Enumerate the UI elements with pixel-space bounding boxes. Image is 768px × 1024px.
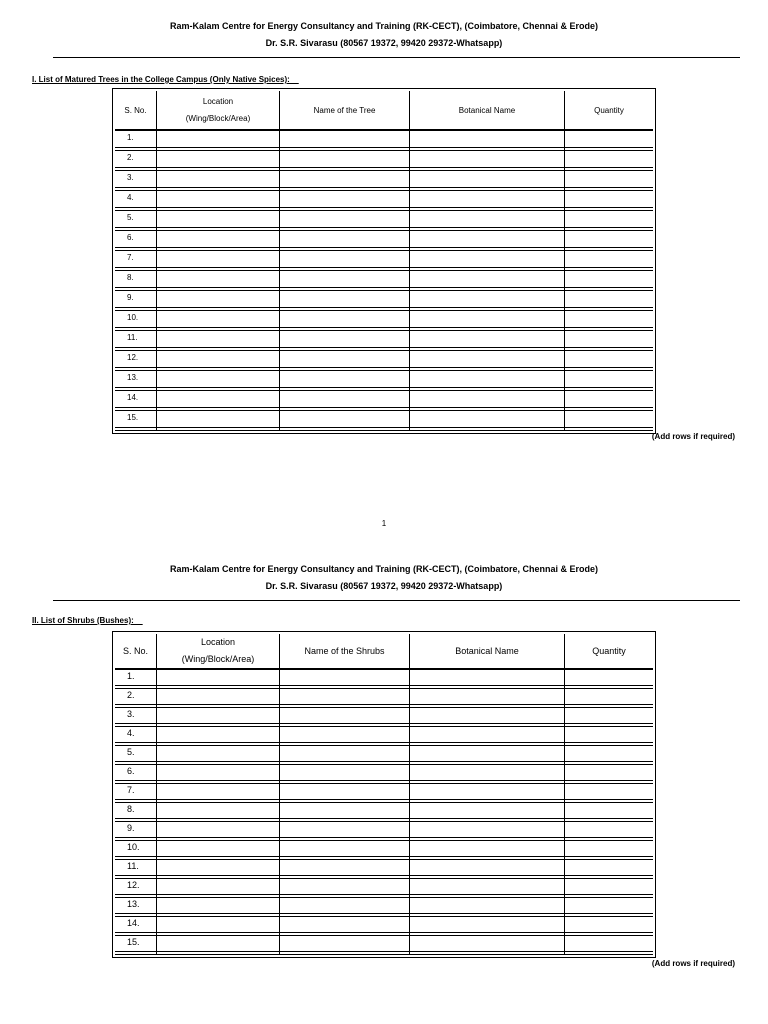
table-row — [115, 411, 653, 431]
cell-location[interactable] — [156, 898, 279, 917]
table-row — [115, 784, 653, 803]
cell-quantity[interactable] — [564, 291, 653, 311]
cell-botanical[interactable] — [409, 822, 564, 841]
cell-botanical[interactable] — [409, 171, 564, 191]
cell-location[interactable] — [156, 765, 279, 784]
cell-sno: 6. — [115, 765, 156, 784]
cell-name[interactable] — [279, 841, 409, 860]
cell-name[interactable] — [279, 231, 409, 251]
cell-name[interactable] — [279, 211, 409, 231]
cell-quantity[interactable] — [564, 231, 653, 251]
cell-sno: 14. — [115, 391, 156, 411]
col-location-label: Location — [200, 637, 236, 647]
table-row — [115, 765, 653, 784]
cell-name[interactable] — [279, 917, 409, 936]
col-sno: S. No. — [115, 91, 156, 131]
cell-quantity[interactable] — [564, 151, 653, 171]
cell-quantity[interactable] — [564, 860, 653, 879]
cell-name[interactable] — [279, 898, 409, 917]
cell-quantity[interactable] — [564, 311, 653, 331]
cell-name[interactable] — [279, 151, 409, 171]
table-header-row — [115, 634, 653, 670]
cell-location[interactable] — [156, 311, 279, 331]
cell-location[interactable] — [156, 822, 279, 841]
cell-location[interactable] — [156, 191, 279, 211]
cell-sno: 7. — [115, 251, 156, 271]
cell-quantity[interactable] — [564, 211, 653, 231]
cell-sno: 15. — [115, 936, 156, 955]
table-row — [115, 191, 653, 211]
col-location-sub: (Wing/Block/Area) — [185, 114, 251, 123]
cell-location[interactable] — [156, 211, 279, 231]
cell-location[interactable] — [156, 784, 279, 803]
table-row — [115, 898, 653, 917]
cell-sno: 5. — [115, 746, 156, 765]
cell-botanical[interactable] — [409, 746, 564, 765]
cell-botanical[interactable] — [409, 803, 564, 822]
cell-name[interactable] — [279, 351, 409, 371]
cell-sno: 3. — [115, 171, 156, 191]
cell-botanical[interactable] — [409, 371, 564, 391]
cell-name[interactable] — [279, 371, 409, 391]
cell-quantity[interactable] — [564, 171, 653, 191]
cell-name[interactable] — [279, 131, 409, 151]
cell-sno: 8. — [115, 271, 156, 291]
cell-location[interactable] — [156, 746, 279, 765]
cell-quantity[interactable] — [564, 803, 653, 822]
col-sno: S. No. — [115, 634, 156, 670]
cell-sno: 12. — [115, 879, 156, 898]
cell-botanical[interactable] — [409, 670, 564, 689]
cell-name[interactable] — [279, 822, 409, 841]
cell-botanical[interactable] — [409, 784, 564, 803]
cell-sno: 9. — [115, 291, 156, 311]
table-row — [115, 746, 653, 765]
cell-name[interactable] — [279, 251, 409, 271]
col-shrub-name: Name of the Shrubs — [279, 634, 409, 670]
col-botanical-name: Botanical Name — [409, 634, 564, 670]
cell-location[interactable] — [156, 689, 279, 708]
cell-name[interactable] — [279, 708, 409, 727]
section2-title: II. List of Shrubs (Bushes): — [32, 616, 143, 625]
col-location — [156, 634, 279, 670]
cell-botanical[interactable] — [409, 231, 564, 251]
cell-botanical[interactable] — [409, 391, 564, 411]
cell-quantity[interactable] — [564, 822, 653, 841]
cell-botanical[interactable] — [409, 765, 564, 784]
cell-location[interactable] — [156, 251, 279, 271]
cell-botanical[interactable] — [409, 708, 564, 727]
cell-location[interactable] — [156, 879, 279, 898]
cell-botanical[interactable] — [409, 131, 564, 151]
cell-quantity[interactable] — [564, 391, 653, 411]
cell-name[interactable] — [279, 311, 409, 331]
table-row — [115, 131, 653, 151]
cell-location[interactable] — [156, 171, 279, 191]
table-row — [115, 291, 653, 311]
cell-botanical[interactable] — [409, 411, 564, 431]
cell-quantity[interactable] — [564, 670, 653, 689]
cell-quantity[interactable] — [564, 331, 653, 351]
cell-location[interactable] — [156, 331, 279, 351]
header-organization: Ram-Kalam Centre for Energy Consultancy and Training (RK-CECT), (Coimbatore, Chennai & Erode) — [169, 21, 599, 31]
cell-quantity[interactable] — [564, 351, 653, 371]
table-row — [115, 151, 653, 171]
table-row — [115, 391, 653, 411]
cell-botanical[interactable] — [409, 331, 564, 351]
cell-botanical[interactable] — [409, 351, 564, 371]
cell-name[interactable] — [279, 191, 409, 211]
cell-name[interactable] — [279, 331, 409, 351]
cell-botanical[interactable] — [409, 311, 564, 331]
shrubs-table — [112, 631, 656, 958]
cell-sno: 2. — [115, 151, 156, 171]
cell-name[interactable] — [279, 689, 409, 708]
cell-botanical[interactable] — [409, 860, 564, 879]
cell-location[interactable] — [156, 841, 279, 860]
cell-quantity[interactable] — [564, 371, 653, 391]
table-row — [115, 879, 653, 898]
table-row — [115, 727, 653, 746]
table-row — [115, 371, 653, 391]
table-row — [115, 803, 653, 822]
table-row — [115, 331, 653, 351]
table-row — [115, 670, 653, 689]
cell-name[interactable] — [279, 936, 409, 955]
cell-quantity[interactable] — [564, 411, 653, 431]
cell-name[interactable] — [279, 879, 409, 898]
cell-name[interactable] — [279, 171, 409, 191]
cell-sno: 11. — [115, 860, 156, 879]
cell-quantity[interactable] — [564, 746, 653, 765]
cell-name[interactable] — [279, 271, 409, 291]
cell-botanical[interactable] — [409, 271, 564, 291]
col-quantity: Quantity — [564, 91, 653, 131]
cell-sno: 1. — [115, 670, 156, 689]
cell-quantity[interactable] — [564, 765, 653, 784]
cell-sno: 2. — [115, 689, 156, 708]
header-contact: Dr. S.R. Sivarasu (80567 19372, 99420 29372-Whatsapp) — [265, 38, 503, 48]
cell-sno: 7. — [115, 784, 156, 803]
cell-sno: 8. — [115, 803, 156, 822]
table-row — [115, 689, 653, 708]
cell-sno: 14. — [115, 917, 156, 936]
page1-header — [0, 18, 768, 52]
cell-name[interactable] — [279, 784, 409, 803]
table-row — [115, 251, 653, 271]
table-row — [115, 171, 653, 191]
cell-sno: 6. — [115, 231, 156, 251]
trees-table — [112, 88, 656, 434]
col-location — [156, 91, 279, 131]
cell-location[interactable] — [156, 151, 279, 171]
cell-sno: 4. — [115, 727, 156, 746]
cell-name[interactable] — [279, 727, 409, 746]
cell-location[interactable] — [156, 860, 279, 879]
cell-name[interactable] — [279, 860, 409, 879]
cell-name[interactable] — [279, 670, 409, 689]
table-row — [115, 351, 653, 371]
col-location-sub: (Wing/Block/Area) — [181, 654, 255, 664]
cell-name[interactable] — [279, 291, 409, 311]
page-number: 1 — [381, 519, 387, 528]
cell-botanical[interactable] — [409, 917, 564, 936]
cell-location[interactable] — [156, 708, 279, 727]
cell-sno: 4. — [115, 191, 156, 211]
cell-name[interactable] — [279, 803, 409, 822]
cell-botanical[interactable] — [409, 151, 564, 171]
table-row — [115, 271, 653, 291]
cell-botanical[interactable] — [409, 879, 564, 898]
section1-title: I. List of Matured Trees in the College Campus (Only Native Spices): — [32, 75, 299, 84]
cell-name[interactable] — [279, 391, 409, 411]
cell-name[interactable] — [279, 411, 409, 431]
cell-sno: 10. — [115, 311, 156, 331]
cell-location[interactable] — [156, 231, 279, 251]
add-rows-note: (Add rows if required) — [651, 432, 735, 441]
add-rows-note: (Add rows if required) — [651, 959, 735, 968]
header-contact: Dr. S.R. Sivarasu (80567 19372, 99420 29372-Whatsapp) — [265, 581, 503, 591]
cell-botanical[interactable] — [409, 936, 564, 955]
header-organization: Ram-Kalam Centre for Energy Consultancy and Training (RK-CECT), (Coimbatore, Chennai & Erode) — [169, 564, 599, 574]
cell-location[interactable] — [156, 351, 279, 371]
cell-botanical[interactable] — [409, 211, 564, 231]
cell-botanical[interactable] — [409, 291, 564, 311]
cell-sno: 1. — [115, 131, 156, 151]
cell-name[interactable] — [279, 746, 409, 765]
cell-name[interactable] — [279, 765, 409, 784]
cell-location[interactable] — [156, 670, 279, 689]
col-location-label: Location — [202, 97, 234, 106]
cell-sno: 12. — [115, 351, 156, 371]
cell-botanical[interactable] — [409, 727, 564, 746]
cell-quantity[interactable] — [564, 727, 653, 746]
cell-sno: 9. — [115, 822, 156, 841]
cell-quantity[interactable] — [564, 708, 653, 727]
table-row — [115, 917, 653, 936]
table-row — [115, 231, 653, 251]
cell-quantity[interactable] — [564, 898, 653, 917]
cell-sno: 15. — [115, 411, 156, 431]
table-row — [115, 860, 653, 879]
cell-quantity[interactable] — [564, 784, 653, 803]
cell-quantity[interactable] — [564, 841, 653, 860]
cell-location[interactable] — [156, 371, 279, 391]
cell-sno: 5. — [115, 211, 156, 231]
cell-location[interactable] — [156, 291, 279, 311]
cell-location[interactable] — [156, 936, 279, 955]
page2-header — [0, 561, 768, 595]
col-botanical-name: Botanical Name — [409, 91, 564, 131]
cell-quantity[interactable] — [564, 191, 653, 211]
cell-location[interactable] — [156, 727, 279, 746]
cell-quantity[interactable] — [564, 131, 653, 151]
table-header-row — [115, 91, 653, 131]
cell-quantity[interactable] — [564, 251, 653, 271]
cell-location[interactable] — [156, 803, 279, 822]
table-row — [115, 936, 653, 955]
cell-sno: 10. — [115, 841, 156, 860]
cell-location[interactable] — [156, 131, 279, 151]
cell-location[interactable] — [156, 411, 279, 431]
cell-location[interactable] — [156, 271, 279, 291]
col-quantity: Quantity — [564, 634, 653, 670]
table-row — [115, 311, 653, 331]
cell-botanical[interactable] — [409, 251, 564, 271]
col-tree-name: Name of the Tree — [279, 91, 409, 131]
table-row — [115, 841, 653, 860]
cell-quantity[interactable] — [564, 936, 653, 955]
table-row — [115, 822, 653, 841]
cell-sno: 11. — [115, 331, 156, 351]
cell-botanical[interactable] — [409, 191, 564, 211]
cell-location[interactable] — [156, 917, 279, 936]
cell-quantity[interactable] — [564, 879, 653, 898]
cell-quantity[interactable] — [564, 689, 653, 708]
table-row — [115, 708, 653, 727]
table-row — [115, 211, 653, 231]
cell-botanical[interactable] — [409, 689, 564, 708]
cell-sno: 13. — [115, 371, 156, 391]
cell-sno: 13. — [115, 898, 156, 917]
cell-quantity[interactable] — [564, 271, 653, 291]
cell-botanical[interactable] — [409, 898, 564, 917]
header-rule — [53, 57, 740, 58]
header-rule — [53, 600, 740, 601]
cell-location[interactable] — [156, 391, 279, 411]
cell-botanical[interactable] — [409, 841, 564, 860]
cell-sno: 3. — [115, 708, 156, 727]
cell-quantity[interactable] — [564, 917, 653, 936]
